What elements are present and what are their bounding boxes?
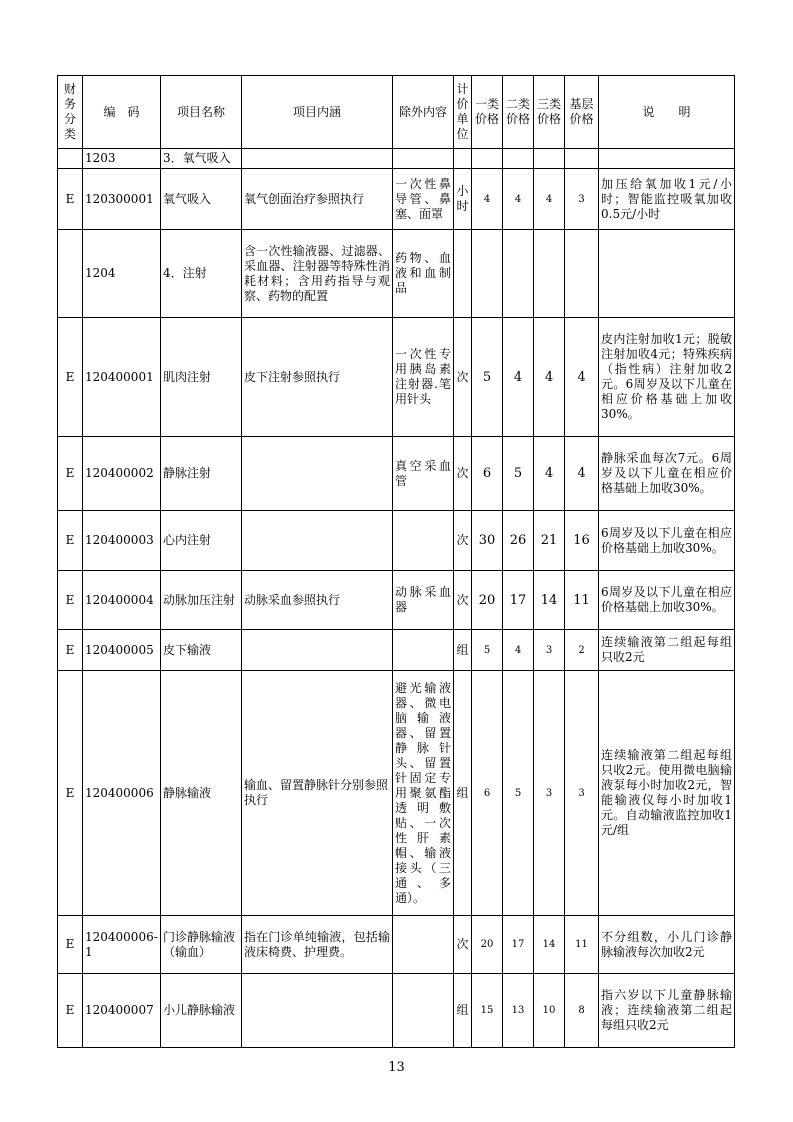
cell-price1: 5 xyxy=(472,630,503,671)
cell-code: 120400005 xyxy=(83,630,161,671)
cell-code: 120400002 xyxy=(83,437,161,511)
cell-unit: 组 xyxy=(454,630,472,671)
cell-code: 120400004 xyxy=(83,571,161,630)
cell-price1: 15 xyxy=(472,974,503,1048)
cell-content xyxy=(242,437,393,511)
cell-content xyxy=(242,974,393,1048)
table-row xyxy=(58,974,735,1048)
cell-excluded xyxy=(393,974,454,1048)
cell-price3 xyxy=(534,149,565,169)
cell-price3: 10 xyxy=(534,974,565,1048)
table-row xyxy=(58,630,735,671)
cell-content xyxy=(242,630,393,671)
cell-notes xyxy=(599,149,735,169)
cell-notes: 加压给氧加收1元/小时；智能监控吸氧加收0.5元/小时 xyxy=(599,169,735,230)
cell-notes: 6周岁及以下儿童在相应价格基础上加收30%。 xyxy=(599,511,735,571)
cell-name: 静脉输液 xyxy=(161,671,242,916)
header-excluded: 除外内容 xyxy=(393,76,454,149)
cell-code: 120400001 xyxy=(83,318,161,437)
cell-price3: 14 xyxy=(534,916,565,974)
cell-content: 动脉采血参照执行 xyxy=(242,571,393,630)
cell-content: 指在门诊单纯输液，包括输液床椅费、护理费。 xyxy=(242,916,393,974)
cell-code: 120400006-1 xyxy=(83,916,161,974)
cell-name: 氧气吸入 xyxy=(161,169,242,230)
table-row xyxy=(58,169,735,230)
cell-price2: 4 xyxy=(503,318,534,437)
cell-notes: 皮内注射加收1元；脱敏注射加收4元；特殊疾病（指性病）注射加收2元。6周岁及以下儿童在相应价格基础上加收30%。 xyxy=(599,318,735,437)
cell-price4: 3 xyxy=(565,169,599,230)
cell-name: 肌肉注射 xyxy=(161,318,242,437)
cell-code: 120300001 xyxy=(83,169,161,230)
cell-name: 小儿静脉输液 xyxy=(161,974,242,1048)
table-row xyxy=(58,437,735,511)
cell-price3: 21 xyxy=(534,511,565,571)
cell-price1: 4 xyxy=(472,169,503,230)
cell-price3: 4 xyxy=(534,437,565,511)
cell-category: E xyxy=(58,671,83,916)
cell-price4: 2 xyxy=(565,630,599,671)
cell-price1 xyxy=(472,149,503,169)
cell-name: 动脉加压注射 xyxy=(161,571,242,630)
cell-excluded xyxy=(393,149,454,169)
cell-price2: 17 xyxy=(503,571,534,630)
cell-price2: 26 xyxy=(503,511,534,571)
table-row xyxy=(58,571,735,630)
cell-price1 xyxy=(472,230,503,318)
cell-name: 3．氧气吸入 xyxy=(161,149,242,169)
cell-unit: 次 xyxy=(454,318,472,437)
cell-price2: 13 xyxy=(503,974,534,1048)
cell-category: E xyxy=(58,974,83,1048)
cell-unit: 次 xyxy=(454,437,472,511)
cell-unit xyxy=(454,230,472,318)
cell-content xyxy=(242,149,393,169)
cell-unit xyxy=(454,149,472,169)
cell-notes: 指六岁以下儿童静脉输液；连续输液第二组起每组只收2元 xyxy=(599,974,735,1048)
cell-excluded: 避光输液器、微电脑输液器、留置静脉针头、留置针固定专用聚氨酯透明敷贴、一次性肝素帽、输液接头（三通、多通）。 xyxy=(393,671,454,916)
cell-price4 xyxy=(565,149,599,169)
cell-excluded: 动脉采血器 xyxy=(393,571,454,630)
cell-code: 1204 xyxy=(83,230,161,318)
header-price3: 三类价格 xyxy=(534,76,565,149)
cell-notes: 连续输液第二组起每组只收2元 xyxy=(599,630,735,671)
header-price4: 基层价格 xyxy=(565,76,599,149)
cell-price2 xyxy=(503,230,534,318)
cell-content: 氧气创面治疗参照执行 xyxy=(242,169,393,230)
cell-price2: 4 xyxy=(503,169,534,230)
cell-unit: 小时 xyxy=(454,169,472,230)
cell-category xyxy=(58,149,83,169)
page-number: 13 xyxy=(388,1060,405,1075)
cell-price1: 30 xyxy=(472,511,503,571)
cell-name: 门诊静脉输液（输血） xyxy=(161,916,242,974)
cell-unit: 组 xyxy=(454,671,472,916)
cell-category xyxy=(58,230,83,318)
cell-notes: 连续输液第二组起每组只收2元。使用微电脑输液泵每小时加收2元，智能输液仪每小时加收1元。自动输液监控加收1元/组 xyxy=(599,671,735,916)
cell-price4 xyxy=(565,230,599,318)
cell-name: 皮下输液 xyxy=(161,630,242,671)
header-code: 编 码 xyxy=(83,76,161,149)
table-row xyxy=(58,318,735,437)
cell-excluded: 一次性鼻导管、鼻塞、面罩 xyxy=(393,169,454,230)
table-row xyxy=(58,149,735,169)
header-name: 项目名称 xyxy=(161,76,242,149)
cell-name: 4．注射 xyxy=(161,230,242,318)
table-row xyxy=(58,671,735,916)
cell-price1: 20 xyxy=(472,916,503,974)
cell-excluded xyxy=(393,630,454,671)
cell-price4: 11 xyxy=(565,571,599,630)
cell-unit: 次 xyxy=(454,916,472,974)
cell-price4: 4 xyxy=(565,437,599,511)
cell-category: E xyxy=(58,916,83,974)
cell-category: E xyxy=(58,169,83,230)
cell-price1: 5 xyxy=(472,318,503,437)
cell-content: 含一次性输液器、过滤器、采血器、注射器等特殊性消耗材料；含用药指导与观察、药物的配置 xyxy=(242,230,393,318)
cell-name: 静脉注射 xyxy=(161,437,242,511)
table-row xyxy=(58,230,735,318)
cell-price2: 5 xyxy=(503,671,534,916)
cell-category: E xyxy=(58,511,83,571)
cell-price1: 6 xyxy=(472,671,503,916)
header-price1: 一类价格 xyxy=(472,76,503,149)
cell-price4: 8 xyxy=(565,974,599,1048)
cell-code: 120400006 xyxy=(83,671,161,916)
header-notes: 说 明 xyxy=(599,76,735,149)
cell-code: 120400007 xyxy=(83,974,161,1048)
cell-category: E xyxy=(58,437,83,511)
cell-unit: 次 xyxy=(454,511,472,571)
cell-price2: 4 xyxy=(503,630,534,671)
cell-price3: 3 xyxy=(534,671,565,916)
cell-price3: 14 xyxy=(534,571,565,630)
cell-excluded: 一次性专用胰岛素注射器.笔用针头 xyxy=(393,318,454,437)
cell-code: 1203 xyxy=(83,149,161,169)
cell-excluded xyxy=(393,916,454,974)
cell-category: E xyxy=(58,318,83,437)
cell-name: 心内注射 xyxy=(161,511,242,571)
price-table xyxy=(57,75,735,1048)
cell-excluded: 药物、血液和血制品 xyxy=(393,230,454,318)
cell-category: E xyxy=(58,571,83,630)
cell-content: 输血、留置静脉针分别参照执行 xyxy=(242,671,393,916)
cell-price2: 5 xyxy=(503,437,534,511)
cell-notes: 不分组数，小儿门诊静脉输液每次加收2元 xyxy=(599,916,735,974)
cell-price4: 3 xyxy=(565,671,599,916)
cell-excluded xyxy=(393,511,454,571)
cell-notes xyxy=(599,230,735,318)
cell-price4: 4 xyxy=(565,318,599,437)
cell-content xyxy=(242,511,393,571)
header-price2: 二类价格 xyxy=(503,76,534,149)
cell-code: 120400003 xyxy=(83,511,161,571)
cell-price4: 16 xyxy=(565,511,599,571)
header-content: 项目内涵 xyxy=(242,76,393,149)
cell-unit: 次 xyxy=(454,571,472,630)
cell-price2 xyxy=(503,149,534,169)
cell-unit: 组 xyxy=(454,974,472,1048)
header-row xyxy=(58,76,735,149)
table-row xyxy=(58,916,735,974)
cell-price4: 11 xyxy=(565,916,599,974)
cell-excluded: 真空采血管 xyxy=(393,437,454,511)
cell-notes: 静脉采血每次7元。6周岁及以下儿童在相应价格基础上加收30%。 xyxy=(599,437,735,511)
cell-price3: 4 xyxy=(534,169,565,230)
cell-price3: 4 xyxy=(534,318,565,437)
cell-price1: 6 xyxy=(472,437,503,511)
cell-price2: 17 xyxy=(503,916,534,974)
cell-price3 xyxy=(534,230,565,318)
cell-notes: 6周岁及以下儿童在相应价格基础上加收30%。 xyxy=(599,571,735,630)
cell-price1: 20 xyxy=(472,571,503,630)
cell-content: 皮下注射参照执行 xyxy=(242,318,393,437)
header-unit: 计价单位 xyxy=(454,76,472,149)
header-category: 财务分类 xyxy=(58,76,83,149)
cell-category: E xyxy=(58,630,83,671)
cell-price3: 3 xyxy=(534,630,565,671)
table-row xyxy=(58,511,735,571)
